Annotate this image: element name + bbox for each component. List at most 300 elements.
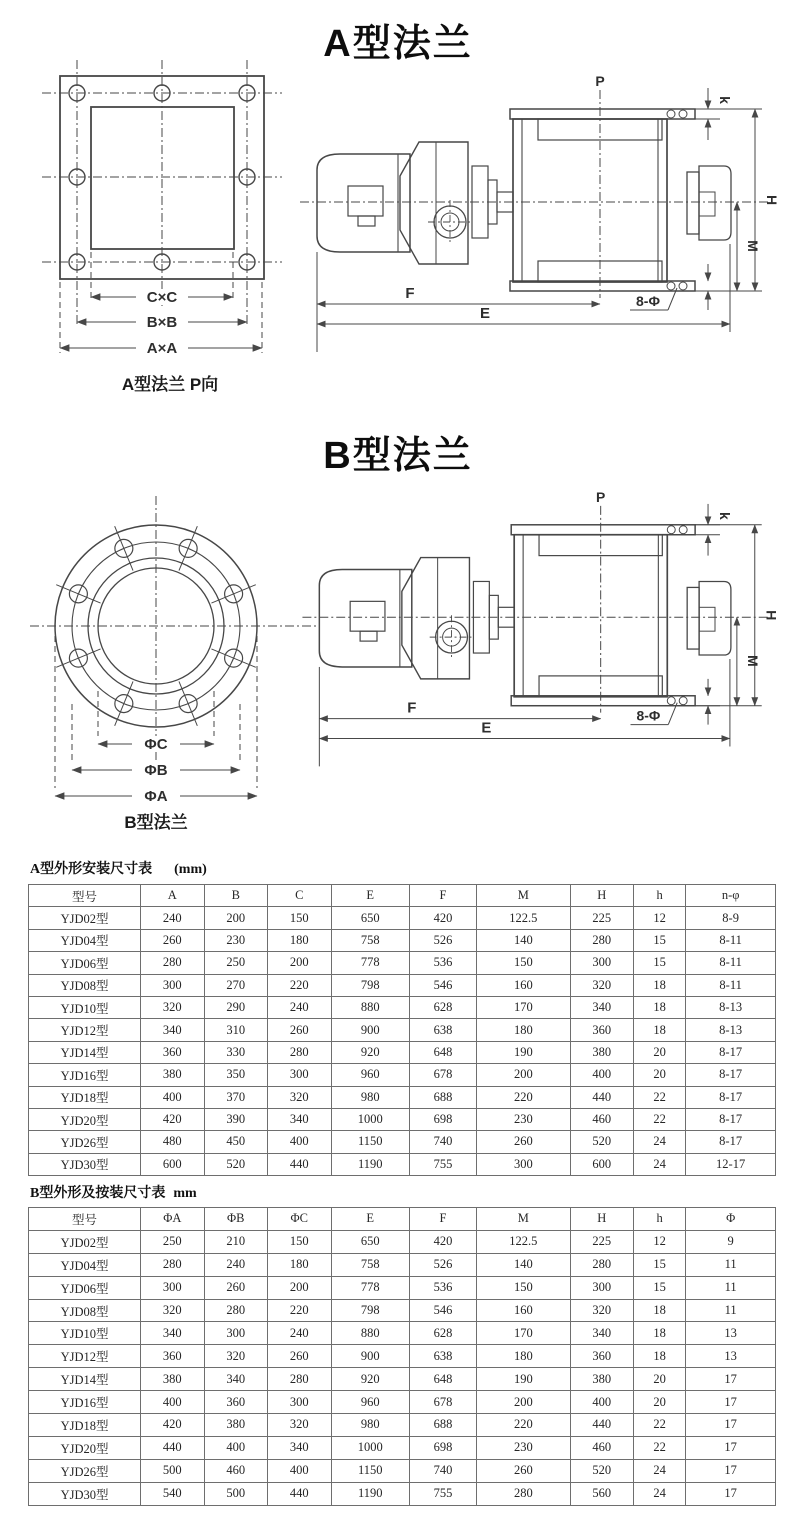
value-cell: 900 bbox=[331, 1019, 409, 1041]
value-cell: 440 bbox=[268, 1153, 331, 1175]
value-cell: 280 bbox=[141, 1253, 204, 1276]
table-row bbox=[29, 1019, 776, 1041]
table-row bbox=[29, 1414, 776, 1437]
value-cell: 11 bbox=[686, 1299, 776, 1322]
flange-b-front-view-figure bbox=[28, 486, 318, 838]
header-row bbox=[29, 885, 776, 907]
model-cell: YJD10型 bbox=[29, 1322, 141, 1345]
value-cell: 270 bbox=[204, 974, 267, 996]
section-b-title: B型法兰 bbox=[323, 435, 473, 477]
model-cell: YJD30型 bbox=[29, 1482, 141, 1505]
value-cell: 520 bbox=[570, 1459, 633, 1482]
value-cell: 650 bbox=[331, 907, 409, 929]
column-header: Φ bbox=[686, 1208, 776, 1231]
value-cell: 380 bbox=[570, 1368, 633, 1391]
value-cell: 520 bbox=[204, 1153, 267, 1175]
value-cell: 260 bbox=[268, 1345, 331, 1368]
value-cell: 980 bbox=[331, 1086, 409, 1108]
value-cell: 17 bbox=[686, 1368, 776, 1391]
value-cell: 310 bbox=[204, 1019, 267, 1041]
value-cell: 240 bbox=[268, 1322, 331, 1345]
model-cell: YJD04型 bbox=[29, 929, 141, 951]
table-row bbox=[29, 1436, 776, 1459]
label-h: H bbox=[764, 194, 780, 206]
value-cell: 600 bbox=[141, 1153, 204, 1175]
column-header: E bbox=[331, 885, 409, 907]
value-cell: 260 bbox=[141, 929, 204, 951]
value-cell: 190 bbox=[477, 1041, 570, 1063]
value-cell: 628 bbox=[409, 1322, 476, 1345]
value-cell: 320 bbox=[268, 1414, 331, 1437]
column-header: ΦC bbox=[268, 1208, 331, 1231]
table-row bbox=[29, 1086, 776, 1108]
value-cell: 920 bbox=[331, 1368, 409, 1391]
top-flange-plate bbox=[510, 109, 695, 119]
bolt-hole-tick bbox=[56, 649, 100, 667]
value-cell: 280 bbox=[570, 929, 633, 951]
table-row bbox=[29, 1391, 776, 1414]
top-flange-plate bbox=[511, 525, 695, 535]
bolt-hole-tick bbox=[115, 681, 133, 725]
model-cell: YJD02型 bbox=[29, 907, 141, 929]
value-cell: 180 bbox=[268, 929, 331, 951]
centerlines bbox=[42, 60, 282, 326]
value-cell: 480 bbox=[141, 1131, 204, 1153]
value-cell: 12 bbox=[634, 907, 686, 929]
label-8phi: 8-Φ bbox=[636, 707, 661, 724]
value-cell: 546 bbox=[409, 974, 476, 996]
machine-a-side-view-figure bbox=[300, 74, 790, 414]
model-cell: YJD26型 bbox=[29, 1131, 141, 1153]
value-cell: 280 bbox=[204, 1299, 267, 1322]
value-cell: 24 bbox=[634, 1482, 686, 1505]
value-cell: 400 bbox=[268, 1131, 331, 1153]
model-cell: YJD10型 bbox=[29, 996, 141, 1018]
bolt-hole-tick bbox=[179, 681, 197, 725]
column-header: H bbox=[570, 1208, 633, 1231]
value-cell: 300 bbox=[204, 1322, 267, 1345]
value-cell: 17 bbox=[686, 1414, 776, 1437]
table-row bbox=[29, 1276, 776, 1299]
table-b-title bbox=[30, 1182, 197, 1202]
column-header: h bbox=[634, 1208, 686, 1231]
value-cell: 122.5 bbox=[477, 1230, 570, 1253]
value-cell: 688 bbox=[409, 1414, 476, 1437]
value-cell: 960 bbox=[331, 1064, 409, 1086]
table-row bbox=[29, 1322, 776, 1345]
value-cell: 160 bbox=[477, 974, 570, 996]
column-header: 型号 bbox=[29, 885, 141, 907]
model-cell: YJD20型 bbox=[29, 1108, 141, 1130]
value-cell: 22 bbox=[634, 1414, 686, 1437]
dim-label-phia: ΦA bbox=[144, 788, 168, 805]
label-k: k bbox=[716, 511, 733, 520]
value-cell: 210 bbox=[204, 1230, 267, 1253]
label-e: E bbox=[479, 305, 491, 322]
value-cell: 230 bbox=[477, 1108, 570, 1130]
table-row bbox=[29, 1131, 776, 1153]
column-header: M bbox=[477, 1208, 570, 1231]
value-cell: 170 bbox=[477, 1322, 570, 1345]
value-cell: 798 bbox=[331, 1299, 409, 1322]
value-cell: 15 bbox=[634, 1253, 686, 1276]
value-cell: 400 bbox=[268, 1459, 331, 1482]
value-cell: 8-17 bbox=[686, 1108, 776, 1130]
value-cell: 24 bbox=[634, 1153, 686, 1175]
value-cell: 8-13 bbox=[686, 1019, 776, 1041]
column-header: E bbox=[331, 1208, 409, 1231]
value-cell: 688 bbox=[409, 1086, 476, 1108]
column-header: n-φ bbox=[686, 885, 776, 907]
value-cell: 180 bbox=[268, 1253, 331, 1276]
model-cell: YJD20型 bbox=[29, 1436, 141, 1459]
value-cell: 220 bbox=[268, 1299, 331, 1322]
model-cell: YJD06型 bbox=[29, 1276, 141, 1299]
motor-outline bbox=[319, 570, 411, 667]
value-cell: 24 bbox=[634, 1131, 686, 1153]
value-cell: 24 bbox=[634, 1459, 686, 1482]
value-cell: 18 bbox=[634, 974, 686, 996]
label-p: P bbox=[596, 490, 606, 505]
model-cell: YJD16型 bbox=[29, 1391, 141, 1414]
value-cell: 678 bbox=[409, 1391, 476, 1414]
value-cell: 1150 bbox=[331, 1459, 409, 1482]
value-cell: 17 bbox=[686, 1482, 776, 1505]
value-cell: 9 bbox=[686, 1230, 776, 1253]
label-m: M bbox=[744, 655, 761, 667]
value-cell: 900 bbox=[331, 1345, 409, 1368]
value-cell: 140 bbox=[477, 929, 570, 951]
value-cell: 650 bbox=[331, 1230, 409, 1253]
value-cell: 8-17 bbox=[686, 1041, 776, 1063]
value-cell: 340 bbox=[141, 1019, 204, 1041]
label-k: k bbox=[717, 96, 733, 104]
value-cell: 880 bbox=[331, 1322, 409, 1345]
value-cell: 360 bbox=[141, 1345, 204, 1368]
value-cell: 648 bbox=[409, 1041, 476, 1063]
value-cell: 140 bbox=[477, 1253, 570, 1276]
value-cell: 758 bbox=[331, 929, 409, 951]
value-cell: 280 bbox=[570, 1253, 633, 1276]
value-cell: 11 bbox=[686, 1253, 776, 1276]
value-cell: 200 bbox=[477, 1064, 570, 1086]
value-cell: 200 bbox=[268, 1276, 331, 1299]
flange-a-front-view-figure bbox=[32, 56, 317, 406]
label-8phi: 8-Φ bbox=[636, 293, 660, 309]
table-row bbox=[29, 907, 776, 929]
table-row bbox=[29, 1345, 776, 1368]
dim-label-cxc: C×C bbox=[146, 289, 178, 306]
value-cell: 220 bbox=[477, 1086, 570, 1108]
value-cell: 300 bbox=[141, 974, 204, 996]
section-a-title: A型法兰 bbox=[323, 23, 473, 65]
model-cell: YJD14型 bbox=[29, 1041, 141, 1063]
column-header: ΦA bbox=[141, 1208, 204, 1231]
value-cell: 300 bbox=[141, 1276, 204, 1299]
h-dimension bbox=[695, 109, 762, 291]
f-e-dimensions bbox=[317, 244, 730, 352]
value-cell: 340 bbox=[268, 1108, 331, 1130]
table-row bbox=[29, 996, 776, 1018]
value-cell: 340 bbox=[204, 1368, 267, 1391]
table-a bbox=[28, 884, 776, 1176]
value-cell: 778 bbox=[331, 952, 409, 974]
value-cell: 380 bbox=[570, 1041, 633, 1063]
value-cell: 340 bbox=[268, 1436, 331, 1459]
bolt-hole-tick bbox=[211, 585, 255, 603]
model-cell: YJD14型 bbox=[29, 1368, 141, 1391]
dim-label-bxb: B×B bbox=[146, 314, 178, 331]
value-cell: 240 bbox=[204, 1253, 267, 1276]
value-cell: 420 bbox=[141, 1108, 204, 1130]
bolt-hole-tick bbox=[115, 526, 133, 570]
table-a-unit: (mm) bbox=[174, 862, 207, 877]
model-cell: YJD08型 bbox=[29, 974, 141, 996]
value-cell: 8-11 bbox=[686, 974, 776, 996]
value-cell: 400 bbox=[204, 1436, 267, 1459]
value-cell: 360 bbox=[570, 1019, 633, 1041]
value-cell: 300 bbox=[477, 1153, 570, 1175]
value-cell: 520 bbox=[570, 1131, 633, 1153]
model-cell: YJD18型 bbox=[29, 1086, 141, 1108]
value-cell: 400 bbox=[141, 1086, 204, 1108]
value-cell: 22 bbox=[634, 1436, 686, 1459]
value-cell: 230 bbox=[477, 1436, 570, 1459]
value-cell: 740 bbox=[409, 1459, 476, 1482]
value-cell: 20 bbox=[634, 1368, 686, 1391]
value-cell: 546 bbox=[409, 1299, 476, 1322]
bolt-hole-tick bbox=[56, 585, 100, 603]
value-cell: 1150 bbox=[331, 1131, 409, 1153]
value-cell: 1190 bbox=[331, 1482, 409, 1505]
value-cell: 8-9 bbox=[686, 907, 776, 929]
table-row bbox=[29, 1299, 776, 1322]
table-row bbox=[29, 1459, 776, 1482]
end-bearing-cover bbox=[687, 581, 731, 655]
reducer-outline bbox=[402, 558, 474, 679]
value-cell: 230 bbox=[204, 929, 267, 951]
value-cell: 150 bbox=[477, 952, 570, 974]
value-cell: 220 bbox=[268, 974, 331, 996]
value-cell: 320 bbox=[141, 996, 204, 1018]
table-row bbox=[29, 1482, 776, 1505]
flange-a-caption: A型法兰 P向 bbox=[121, 375, 219, 394]
value-cell: 698 bbox=[409, 1436, 476, 1459]
value-cell: 920 bbox=[331, 1041, 409, 1063]
bolt-hole-tick bbox=[211, 649, 255, 667]
value-cell: 13 bbox=[686, 1322, 776, 1345]
value-cell: 340 bbox=[570, 1322, 633, 1345]
value-cell: 170 bbox=[477, 996, 570, 1018]
value-cell: 380 bbox=[204, 1414, 267, 1437]
value-cell: 18 bbox=[634, 996, 686, 1018]
value-cell: 778 bbox=[331, 1276, 409, 1299]
value-cell: 798 bbox=[331, 974, 409, 996]
value-cell: 300 bbox=[268, 1064, 331, 1086]
value-cell: 600 bbox=[570, 1153, 633, 1175]
value-cell: 370 bbox=[204, 1086, 267, 1108]
value-cell: 960 bbox=[331, 1391, 409, 1414]
flange-b-caption: B型法兰 bbox=[124, 813, 188, 832]
value-cell: 12 bbox=[634, 1230, 686, 1253]
value-cell: 380 bbox=[141, 1064, 204, 1086]
value-cell: 460 bbox=[570, 1108, 633, 1130]
value-cell: 150 bbox=[268, 1230, 331, 1253]
table-row bbox=[29, 1108, 776, 1130]
value-cell: 200 bbox=[204, 907, 267, 929]
label-f: F bbox=[405, 285, 415, 302]
value-cell: 420 bbox=[409, 907, 476, 929]
value-cell: 17 bbox=[686, 1459, 776, 1482]
value-cell: 300 bbox=[570, 952, 633, 974]
value-cell: 280 bbox=[268, 1368, 331, 1391]
value-cell: 200 bbox=[477, 1391, 570, 1414]
value-cell: 20 bbox=[634, 1391, 686, 1414]
value-cell: 880 bbox=[331, 996, 409, 1018]
value-cell: 15 bbox=[634, 929, 686, 951]
model-cell: YJD26型 bbox=[29, 1459, 141, 1482]
valve-body bbox=[514, 535, 667, 697]
column-header: A bbox=[141, 885, 204, 907]
column-header: h bbox=[634, 885, 686, 907]
value-cell: 250 bbox=[141, 1230, 204, 1253]
value-cell: 18 bbox=[634, 1345, 686, 1368]
label-f: F bbox=[407, 700, 417, 717]
bottom-flange-dimension bbox=[695, 679, 720, 725]
value-cell: 740 bbox=[409, 1131, 476, 1153]
model-cell: YJD12型 bbox=[29, 1345, 141, 1368]
column-header: M bbox=[477, 885, 570, 907]
value-cell: 190 bbox=[477, 1368, 570, 1391]
value-cell: 638 bbox=[409, 1345, 476, 1368]
bottom-flange-dimension bbox=[695, 264, 720, 310]
value-cell: 320 bbox=[570, 1299, 633, 1322]
value-cell: 150 bbox=[268, 907, 331, 929]
value-cell: 280 bbox=[477, 1482, 570, 1505]
table-b-body bbox=[29, 1208, 776, 1506]
value-cell: 225 bbox=[570, 907, 633, 929]
end-bearing-cover bbox=[687, 166, 731, 240]
column-header: ΦB bbox=[204, 1208, 267, 1231]
bolt-hole-tick bbox=[179, 526, 197, 570]
value-cell: 526 bbox=[409, 929, 476, 951]
valve-body bbox=[513, 119, 667, 282]
h-dimension bbox=[695, 525, 762, 706]
model-cell: YJD08型 bbox=[29, 1299, 141, 1322]
table-row bbox=[29, 929, 776, 951]
column-header: 型号 bbox=[29, 1208, 141, 1231]
table-row bbox=[29, 1253, 776, 1276]
dim-label-phib: ΦB bbox=[144, 762, 168, 779]
value-cell: 420 bbox=[409, 1230, 476, 1253]
table-row bbox=[29, 1064, 776, 1086]
model-cell: YJD06型 bbox=[29, 952, 141, 974]
value-cell: 260 bbox=[204, 1276, 267, 1299]
value-cell: 20 bbox=[634, 1064, 686, 1086]
value-cell: 15 bbox=[634, 1276, 686, 1299]
value-cell: 160 bbox=[477, 1299, 570, 1322]
value-cell: 536 bbox=[409, 1276, 476, 1299]
value-cell: 12-17 bbox=[686, 1153, 776, 1175]
table-row bbox=[29, 1230, 776, 1253]
value-cell: 360 bbox=[204, 1391, 267, 1414]
column-header: F bbox=[409, 885, 476, 907]
value-cell: 320 bbox=[268, 1086, 331, 1108]
value-cell: 380 bbox=[141, 1368, 204, 1391]
motor-outline bbox=[317, 154, 410, 252]
value-cell: 560 bbox=[570, 1482, 633, 1505]
value-cell: 320 bbox=[570, 974, 633, 996]
value-cell: 450 bbox=[204, 1131, 267, 1153]
value-cell: 320 bbox=[204, 1345, 267, 1368]
table-a-title bbox=[30, 858, 207, 878]
column-header: H bbox=[570, 885, 633, 907]
table-row bbox=[29, 1153, 776, 1175]
value-cell: 1000 bbox=[331, 1108, 409, 1130]
f-e-dimensions bbox=[319, 659, 730, 766]
value-cell: 638 bbox=[409, 1019, 476, 1041]
value-cell: 22 bbox=[634, 1086, 686, 1108]
value-cell: 300 bbox=[570, 1276, 633, 1299]
value-cell: 290 bbox=[204, 996, 267, 1018]
reducer-outline bbox=[400, 142, 472, 264]
value-cell: 15 bbox=[634, 952, 686, 974]
value-cell: 22 bbox=[634, 1108, 686, 1130]
value-cell: 240 bbox=[141, 907, 204, 929]
value-cell: 628 bbox=[409, 996, 476, 1018]
value-cell: 260 bbox=[477, 1131, 570, 1153]
value-cell: 240 bbox=[268, 996, 331, 1018]
value-cell: 360 bbox=[141, 1041, 204, 1063]
value-cell: 980 bbox=[331, 1414, 409, 1437]
value-cell: 390 bbox=[204, 1108, 267, 1130]
value-cell: 20 bbox=[634, 1041, 686, 1063]
value-cell: 8-11 bbox=[686, 952, 776, 974]
value-cell: 300 bbox=[268, 1391, 331, 1414]
value-cell: 1190 bbox=[331, 1153, 409, 1175]
value-cell: 18 bbox=[634, 1299, 686, 1322]
table-b-unit: mm bbox=[173, 1186, 197, 1201]
value-cell: 540 bbox=[141, 1482, 204, 1505]
value-cell: 440 bbox=[570, 1414, 633, 1437]
value-cell: 320 bbox=[141, 1299, 204, 1322]
value-cell: 150 bbox=[477, 1276, 570, 1299]
value-cell: 500 bbox=[141, 1459, 204, 1482]
table-b-title-text: B型外形及按装尺寸表 bbox=[30, 1186, 166, 1201]
value-cell: 8-13 bbox=[686, 996, 776, 1018]
label-p: P bbox=[595, 74, 605, 89]
value-cell: 280 bbox=[141, 952, 204, 974]
value-cell: 17 bbox=[686, 1436, 776, 1459]
value-cell: 500 bbox=[204, 1482, 267, 1505]
column-header: F bbox=[409, 1208, 476, 1231]
value-cell: 180 bbox=[477, 1345, 570, 1368]
value-cell: 460 bbox=[204, 1459, 267, 1482]
table-row bbox=[29, 1368, 776, 1391]
value-cell: 11 bbox=[686, 1276, 776, 1299]
value-cell: 440 bbox=[268, 1482, 331, 1505]
value-cell: 536 bbox=[409, 952, 476, 974]
value-cell: 8-17 bbox=[686, 1086, 776, 1108]
value-cell: 280 bbox=[268, 1041, 331, 1063]
value-cell: 18 bbox=[634, 1019, 686, 1041]
label-h: H bbox=[763, 610, 780, 621]
value-cell: 340 bbox=[141, 1322, 204, 1345]
value-cell: 340 bbox=[570, 996, 633, 1018]
value-cell: 400 bbox=[570, 1391, 633, 1414]
value-cell: 755 bbox=[409, 1153, 476, 1175]
value-cell: 180 bbox=[477, 1019, 570, 1041]
